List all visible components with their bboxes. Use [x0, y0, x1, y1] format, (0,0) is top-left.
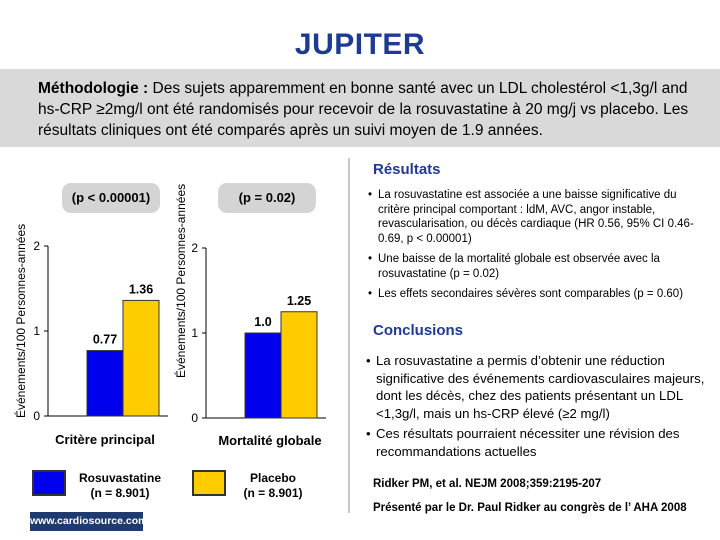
chart1-tick-label: 0	[33, 409, 40, 423]
legend-rosuvastatin-line1: Rosuvastatine	[78, 471, 162, 485]
brand-logo[interactable]: www.cardiosource.com	[30, 512, 143, 531]
column-divider	[348, 158, 350, 513]
chart1-svg	[30, 228, 180, 428]
chart2-ylabel: Événements/100 Personnes-années	[174, 183, 188, 378]
chart1-xlabel: Critère principal	[55, 432, 155, 447]
legend-rosuvastatin-label	[70, 471, 170, 501]
chart2-pvalue: (p = 0.02)	[218, 183, 316, 213]
legend-placebo-label	[228, 471, 318, 501]
chart2-svg	[188, 230, 338, 430]
results-list	[368, 188, 703, 308]
methodology-text	[38, 78, 698, 141]
page-title: JUPITER	[294, 28, 426, 61]
chart2-bar-placebo	[281, 312, 317, 418]
legend-placebo-line1: Placebo	[249, 471, 297, 485]
results-item: • La rosuvastatine est associée a une baisse significative du critère principal comportant : ldM, AVC, angor instable, revascularisation, ou décès cardiaque (HR 0.56, 95% CI 0.46-0.69, p < 0.00001)	[368, 188, 703, 246]
conclusions-item: • Ces résultats pourraient nécessiter une révision des recommandations actuelles	[366, 425, 711, 460]
results-item: • Les effets secondaires sévères sont comparables (p = 0.60)	[368, 287, 703, 302]
chart2-xlabel: Mortalité globale	[218, 433, 322, 448]
results-item: • Une baisse de la mortalité globale est observée avec la rosuvastatine (p = 0.02)	[368, 252, 703, 281]
chart1-tick-label: 2	[33, 239, 40, 253]
chart1-bar-placebo	[123, 300, 159, 416]
chart1-pvalue: (p < 0.00001)	[62, 183, 160, 213]
legend-rosuvastatin-swatch	[32, 470, 66, 496]
chart1-data-label: 0.77	[92, 332, 118, 347]
chart1-tick-label: 1	[33, 324, 40, 338]
results-heading: Résultats	[373, 161, 441, 178]
reference-citation: Ridker PM, et al. NEJM 2008;359:2195-207	[373, 478, 602, 490]
chart2-tick-label: 2	[191, 241, 198, 255]
legend-placebo-line2: (n = 8.901)	[243, 486, 303, 500]
conclusions-item: • La rosuvastatine a permis d’obtenir une réduction significative des événements cardiovasculaires majeurs, dont les décès, chez des patients présentant un LDL <1,3g/l, mais un hs-CRP élevé (≥2 mg/l)	[366, 352, 711, 422]
conclusions-list	[366, 352, 711, 463]
chart1-bar-rosuvastatin	[87, 351, 123, 416]
chart2-data-label: 1.0	[254, 315, 272, 329]
methodology-body: Des sujets apparemment en bonne santé avec un LDL cholestérol <1,3g/l and hs-CRP ≥2mg/l ont été randomisés pour recevoir de la rosuvastatine à 20 mg/j vs placebo. Les résultats cliniques ont été comparés après un suivi moyen de 1.9 années.	[38, 80, 689, 139]
legend-rosuvastatin-line2: (n = 8.901)	[90, 486, 150, 500]
chart2-bar-rosuvastatin	[245, 333, 281, 418]
chart2-tick-label: 1	[191, 326, 198, 340]
chart1-ylabel: Événements/100 Personnes-années	[14, 223, 28, 418]
chart2-tick-label: 0	[191, 411, 198, 425]
methodology-label: Méthodologie :	[38, 80, 153, 97]
methodology-band	[0, 69, 720, 147]
chart1-data-label: 1.36	[128, 282, 154, 297]
chart2-data-label: 1.25	[286, 293, 312, 308]
conclusions-heading: Conclusions	[373, 322, 464, 339]
legend-placebo-swatch	[192, 470, 226, 496]
presented-by: Présenté par le Dr. Paul Ridker au congrès de l’ AHA 2008	[373, 502, 687, 514]
